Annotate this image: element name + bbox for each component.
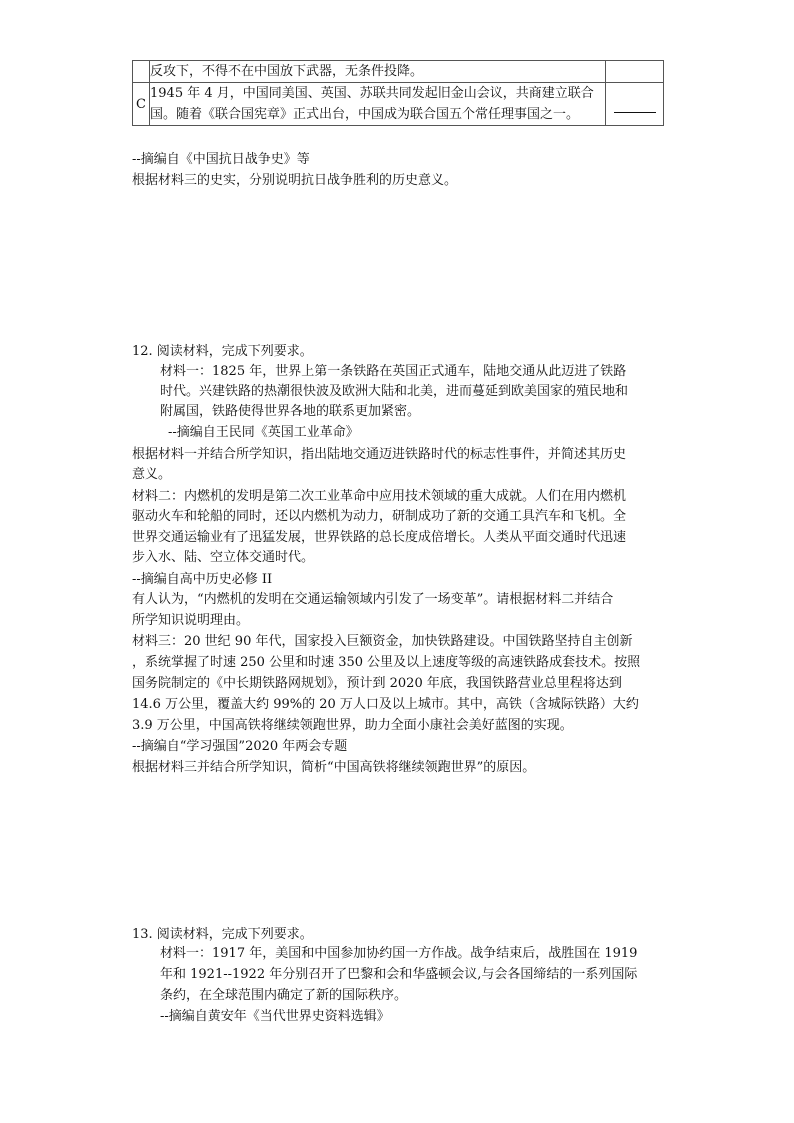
q12-material1-line: 材料一：1825 年，世界上第一条铁路在英国正式通车，陆地交通从此迈进了铁路 xyxy=(160,364,627,379)
q12-material3-line: 14.6 万公里，覆盖大约 99%的 20 万人口及以上城市。其中，高铁（含城际铁路）大约 xyxy=(132,697,639,712)
table-row xyxy=(133,83,664,126)
row-letter-cell xyxy=(133,61,150,83)
q12-heading: 12. 阅读材料，完成下列要求。 xyxy=(132,344,313,359)
answer-cell xyxy=(606,61,664,83)
q13-material1-source: --摘编自黄安年《当代世界史资料选辑》 xyxy=(160,1009,390,1024)
q12-question2: 所学知识说明理由。 xyxy=(132,613,250,628)
q12-material3-source: --摘编自“学习强国”2020 年两会专题 xyxy=(132,739,348,754)
answer-cell xyxy=(606,83,664,126)
q12-material2-line: 材料二：内燃机的发明是第二次工业革命中应用技术领域的重大成就。人们在用内燃机 xyxy=(132,489,627,504)
q12-question1: 意义。 xyxy=(132,467,172,482)
q13-heading: 13. 阅读材料，完成下列要求。 xyxy=(132,927,313,942)
answer-blank[interactable] xyxy=(614,112,656,113)
q12-material3-line: 3.9 万公里，中国高铁将继续领跑世界，助力全面小康社会美好蓝图的实现。 xyxy=(132,718,573,733)
q13-material1-line: 材料一：1917 年，美国和中国参加协约国一方作战。战争结束后，战胜国在 1919 xyxy=(160,946,638,961)
q13-material1-line: 条约，在全球范围内确定了新的国际秩序。 xyxy=(160,988,408,1003)
q12-material2-line: 驱动火车和轮船的同时，还以内燃机为动力，研制成功了新的交通工具汽车和飞机。全 xyxy=(132,509,627,524)
q12-material1-line: 时代。兴建铁路的热潮很快波及欧洲大陆和北美，进而蔓延到欧美国家的殖民地和 xyxy=(160,384,629,399)
q12-material2-line: 世界交通运输业有了迅猛发展，世界铁路的总长度成倍增长。人类从平面交通时代迅速 xyxy=(132,530,627,545)
q12-material2-source: --摘编自高中历史必修 II xyxy=(132,572,273,587)
q12-question3: 根据材料三并结合所学知识，简析“中国高铁将继续领跑世界”的原因。 xyxy=(132,760,536,775)
q12-material3-line: 国务院制定的《中长期铁路网规划》，预计到 2020 年底，我国铁路营业总里程将达到 xyxy=(132,676,622,691)
q11-prompt: 根据材料三的史实，分别说明抗日战争胜利的历史意义。 xyxy=(132,173,458,188)
table-row xyxy=(133,61,664,83)
q12-question1: 根据材料一并结合所学知识，指出陆地交通迈进铁路时代的标志性事件，并简述其历史 xyxy=(132,447,627,462)
q12-material2-line: 步入水、陆、空立体交通时代。 xyxy=(132,550,315,565)
row-text-cell: 1945 年 4 月，中国同美国、英国、苏联共同发起旧金山会议，共商建立联合国。随着《联合国宪章》正式出台，中国成为联合国五个常任理事国之一。 xyxy=(150,83,606,126)
row-text-cell: 反攻下，不得不在中国放下武器，无条件投降。 xyxy=(150,61,606,83)
q12-question2: 有人认为，“内燃机的发明在交通运输领域内引发了一场变革”。请根据材料二并结合 xyxy=(132,592,614,607)
q12-material3-line: ，系统掌握了时速 250 公里和时速 350 公里及以上速度等级的高速铁路成套技术。按照 xyxy=(132,655,641,670)
q12-material1-source: --摘编自王民同《英国工业革命》 xyxy=(168,425,359,440)
q12-material3-line: 材料三：20 世纪 90 年代，国家投入巨额资金，加快铁路建设。中国铁路坚持自主创新 xyxy=(132,634,633,649)
q11-source: --摘编自《中国抗日战争史》等 xyxy=(132,152,310,167)
row-letter-cell: C xyxy=(133,83,150,126)
q12-material1-line: 附属国，铁路使得世界各地的联系更加紧密。 xyxy=(160,404,421,419)
q13-material1-line: 年和 1921--1922 年分别召开了巴黎和会和华盛顿会议,与会各国缔结的一系列国际 xyxy=(160,967,638,982)
material-three-table xyxy=(132,60,664,126)
